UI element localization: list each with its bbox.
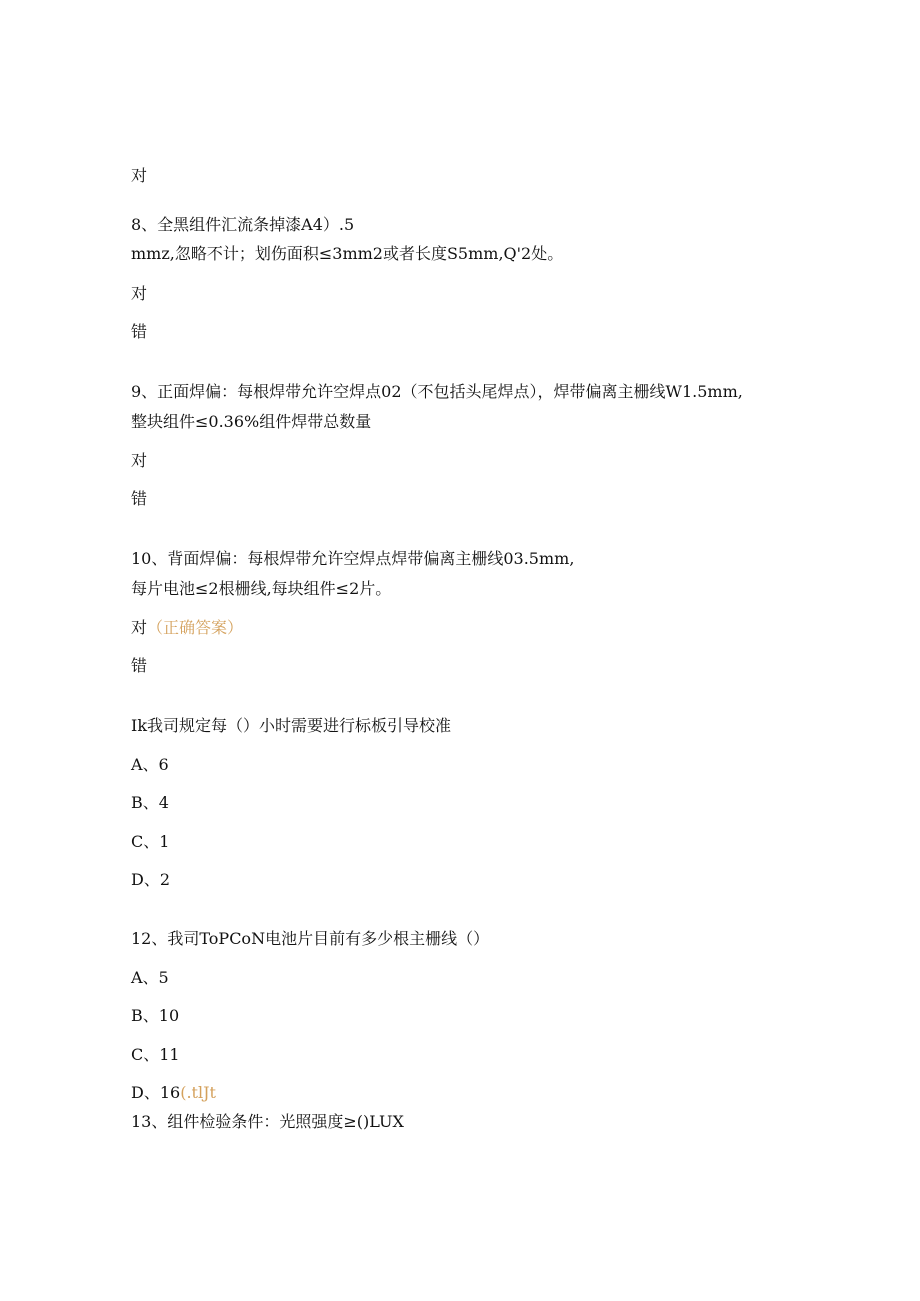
q11-option-b: B、4 bbox=[131, 793, 169, 812]
q12-question: 12、我司ToPCoN电池片目前有多少根主栅线（） bbox=[131, 929, 490, 948]
q8-question-line2: mmz,忽略不计；划伤面积≤3mm2或者长度S5mm,Q'2处。 bbox=[131, 244, 564, 263]
q7-option-true: 对 bbox=[131, 166, 148, 185]
q13-question: 13、组件检验条件：光照强度≥()LUX bbox=[131, 1112, 404, 1131]
q9-option-false: 错 bbox=[131, 489, 148, 508]
q12-option-b: B、10 bbox=[131, 1006, 180, 1025]
correct-answer-mark: （正确答案） bbox=[147, 618, 244, 637]
q10-option-true bbox=[131, 618, 243, 638]
q10-question-line2: 每片电池≤2根栅线,每块组件≤2片。 bbox=[131, 579, 392, 598]
q10-option-false: 错 bbox=[131, 656, 148, 675]
q9-question-line1: 9、正面焊偏：每根焊带允许空焊点02（不包括头尾焊点），焊带偏离主栅线W1.5mm, bbox=[131, 382, 743, 401]
q10-question-line1: 10、背面焊偏：每根焊带允许空焊点焊带偏离主栅线03.5mm, bbox=[131, 549, 575, 568]
q12-option-c: C、11 bbox=[131, 1045, 180, 1064]
q11-option-a: A、6 bbox=[131, 755, 169, 774]
q11-question: Ik我司规定每（）小时需要进行标板引导校准 bbox=[131, 716, 452, 735]
answer-mark: (.tlJt bbox=[180, 1083, 216, 1102]
q8-option-true: 对 bbox=[131, 284, 148, 303]
q12-option-d bbox=[131, 1083, 216, 1103]
q9-option-true: 对 bbox=[131, 451, 148, 470]
q11-option-d: D、2 bbox=[131, 870, 171, 889]
q8-question-line1: 8、全黑组件汇流条掉漆A4）.5 bbox=[131, 215, 355, 234]
q12-option-d-label: D、16 bbox=[131, 1083, 181, 1102]
q11-option-c: C、1 bbox=[131, 832, 170, 851]
q10-option-true-label: 对 bbox=[131, 618, 148, 637]
q9-question-line2: 整块组件≤0.36%组件焊带总数量 bbox=[131, 412, 372, 431]
q12-option-a: A、5 bbox=[131, 968, 169, 987]
q8-option-false: 错 bbox=[131, 322, 148, 341]
